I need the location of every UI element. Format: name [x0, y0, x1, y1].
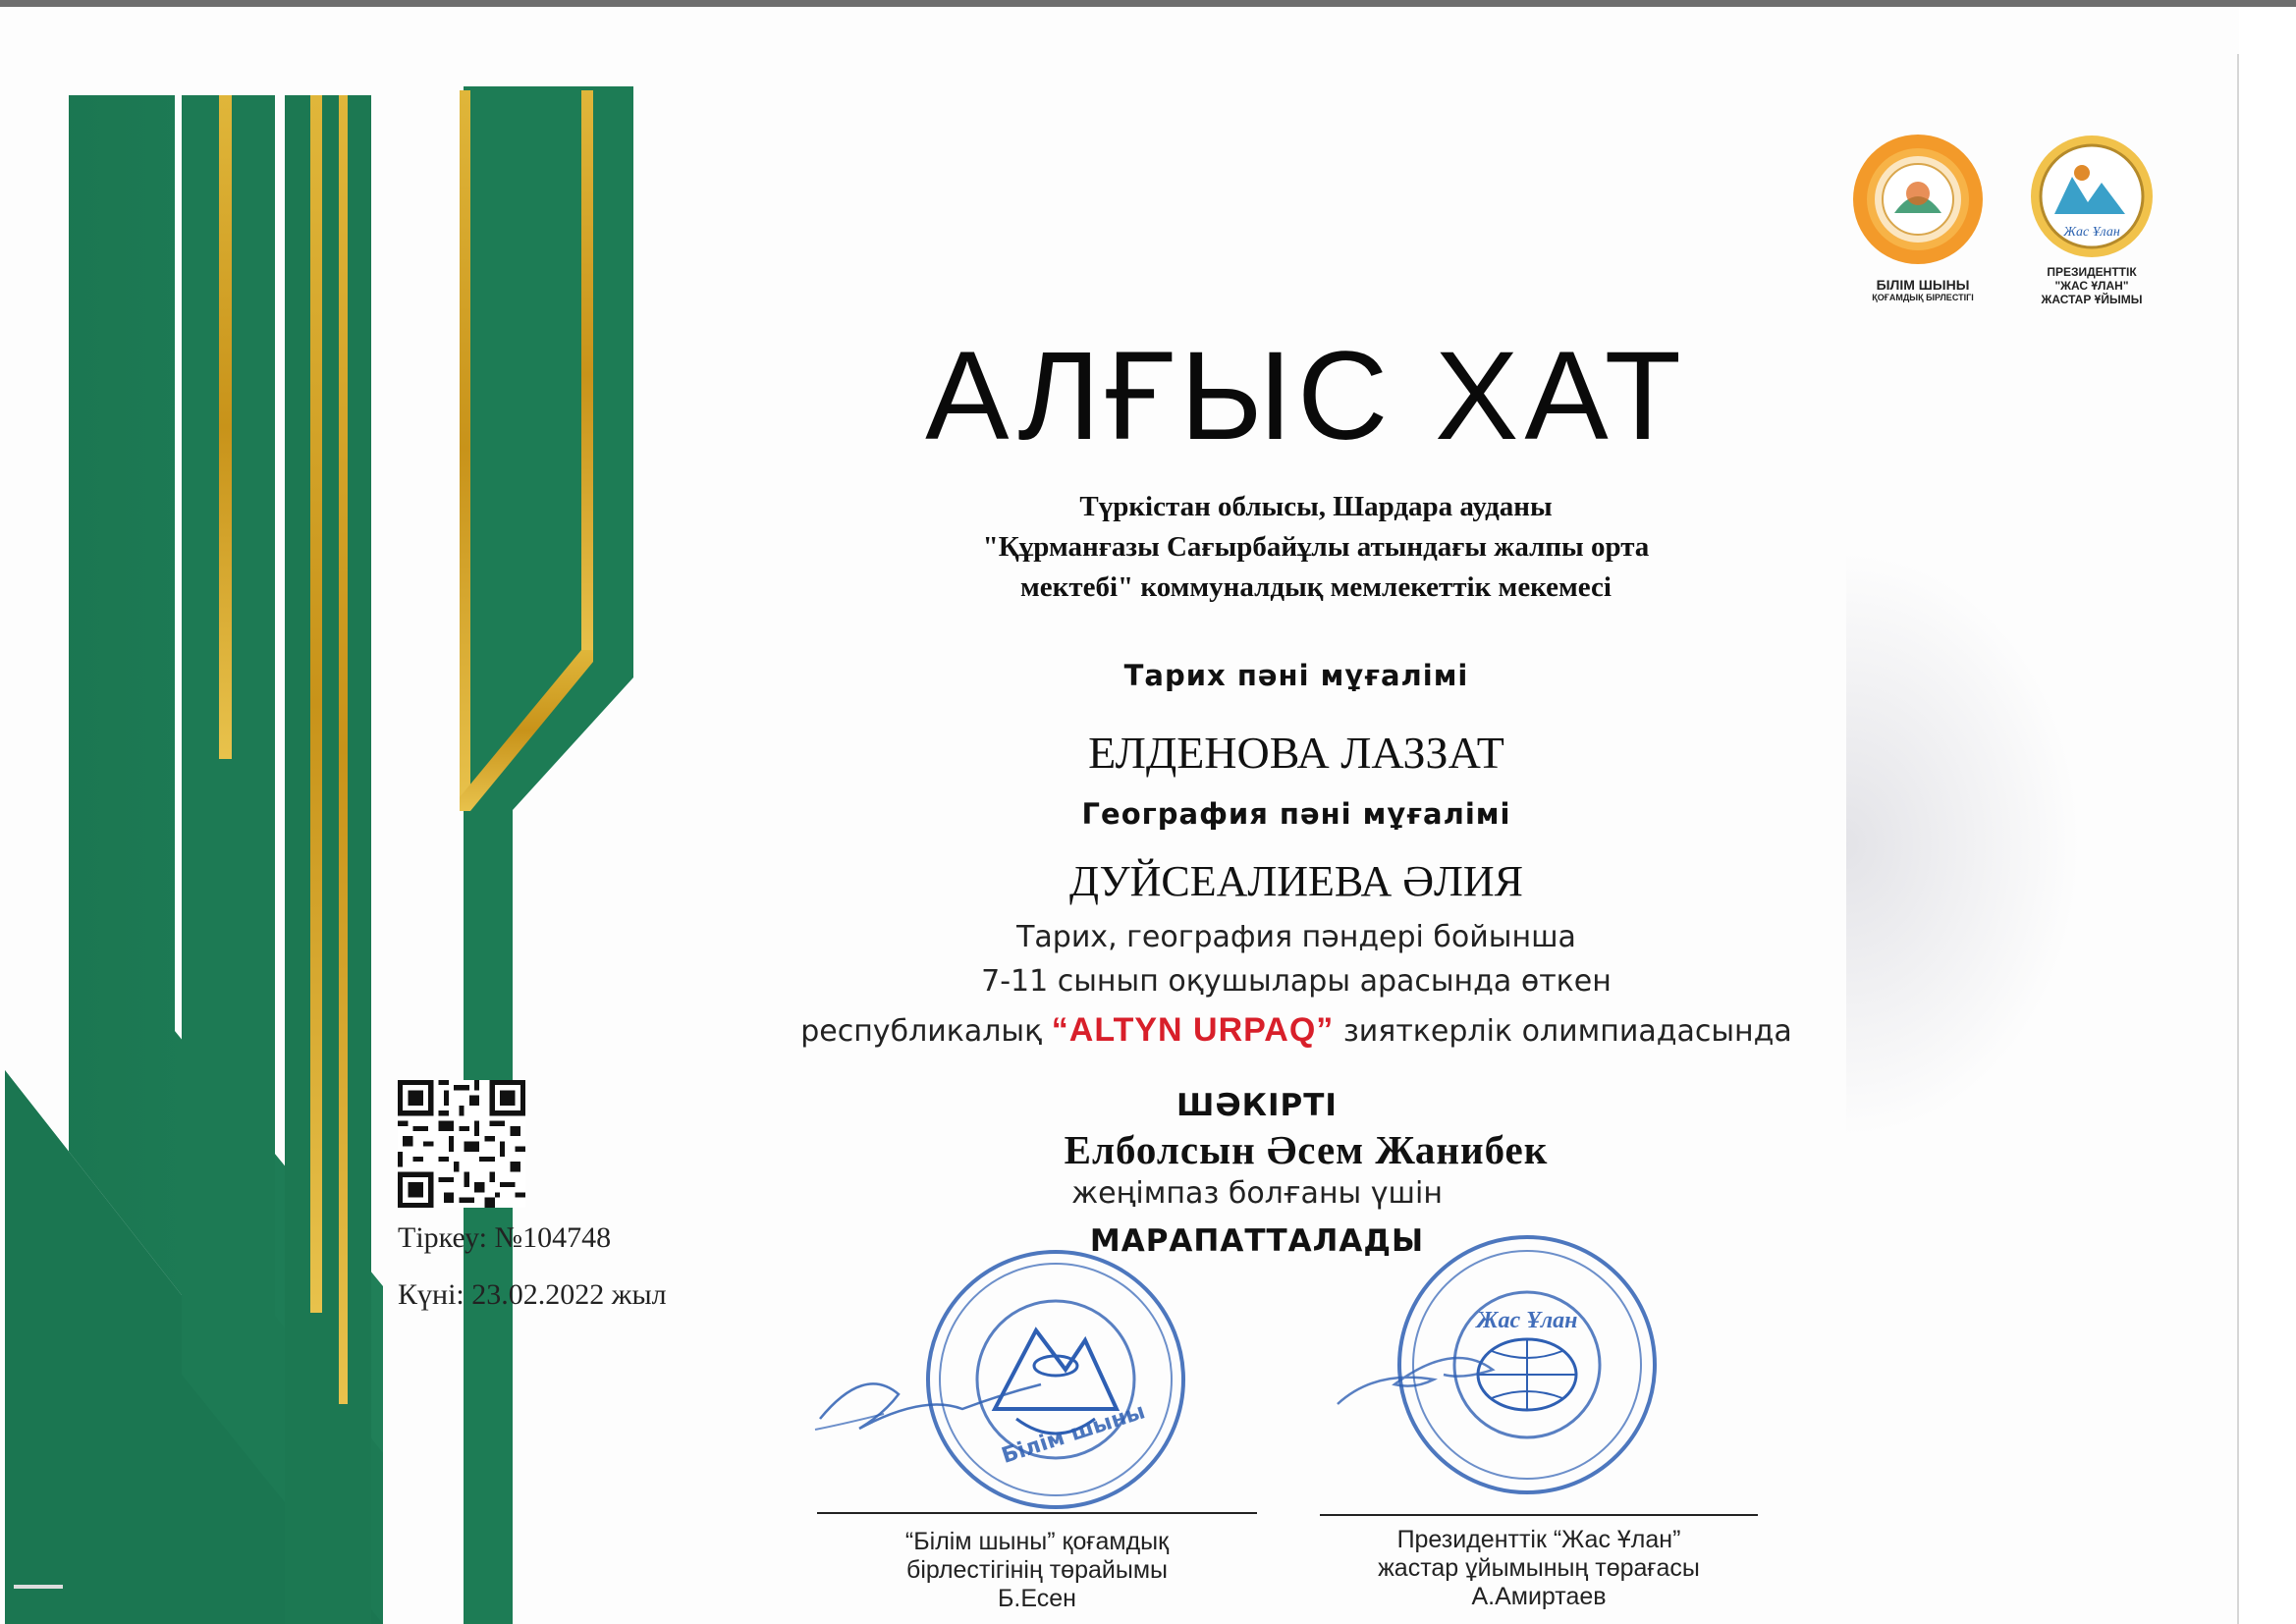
- teacher-role-history: Тарих пәні мұғалімі: [1123, 659, 1469, 692]
- teacher-name-geography: ДУЙСЕАЛИЕВА ӘЛИЯ: [1068, 857, 1524, 905]
- awarded-text: МАРАПАТТАЛАДЫ: [1089, 1223, 1425, 1259]
- signatory-1-line2: бірлестігінің төрайымы: [906, 1556, 1168, 1584]
- date-value: 23.02.2022 жыл: [471, 1278, 667, 1311]
- bilim-shyny-caption: БІЛІМ ШЫНЫ: [1876, 277, 1970, 293]
- issue-date: [398, 1278, 667, 1312]
- zhas-ulan-logo-icon: [2027, 134, 2157, 261]
- zhas-ulan-caption: [2013, 265, 2170, 306]
- zhas-ulan-caption-line2: "ЖАС ҰЛАН": [2054, 279, 2129, 293]
- stamp-2-text: Жас Ұлан: [1476, 1308, 1578, 1333]
- zhas-ulan-caption-line1: ПРЕЗИДЕНТТІК: [2047, 265, 2137, 279]
- signatory-2-line1: Президенттік “Жас Ұлан”: [1396, 1526, 1681, 1553]
- school-line-1: Түркістан облысы, Шардара ауданы: [1079, 491, 1553, 522]
- description-suffix: зияткерлік олимпиадасында: [1334, 1014, 1792, 1049]
- teacher-role-geography: География пәні мұғалімі: [1081, 797, 1511, 831]
- school-line-3: мектебі" коммуналдық мемлекеттік мекемесі: [1020, 571, 1612, 603]
- description-line-1: Тарих, география пәндері бойынша: [1016, 920, 1576, 954]
- stamp-1-text: Білім шыны: [998, 1399, 1149, 1470]
- certificate-title: АЛҒЫС ХАТ: [925, 326, 1687, 466]
- signatory-2-name: А.Амиртаев: [1471, 1583, 1607, 1610]
- bilim-shyny-stamp-icon: [805, 1247, 1198, 1522]
- for-winning-text: жеңімпаз болғаны үшін: [1071, 1176, 1443, 1211]
- signatory-1-line1: “Білім шыны” қоғамдық: [904, 1528, 1170, 1555]
- registration-label: Тіркеу:: [398, 1221, 487, 1254]
- qr-code-icon: [398, 1080, 525, 1208]
- description-prefix: республикалық: [800, 1014, 1052, 1049]
- registration-number: [398, 1221, 611, 1255]
- zhas-ulan-emblem-text: Жас Ұлан: [2063, 225, 2120, 240]
- zhas-ulan-caption-line3: ЖАСТАР ҰЙЫМЫ: [2041, 293, 2143, 306]
- description-line-2: 7-11 сынып оқушылары арасында өткен: [981, 964, 1612, 999]
- signature-line-1: [817, 1512, 1257, 1514]
- teacher-name-history: ЕЛДЕНОВА ЛАЗЗАТ: [1088, 728, 1504, 778]
- school-name: [825, 487, 1807, 608]
- signatory-2-line2: жастар ұйымының төрағасы: [1378, 1554, 1700, 1582]
- school-line-2: "Құрманғазы Сағырбайұлы атындағы жалпы орта: [982, 531, 1650, 563]
- zhas-ulan-stamp-icon: [1326, 1232, 1699, 1517]
- student-label: ШӘКІРТІ: [1176, 1088, 1338, 1123]
- signatory-1-name: Б.Есен: [998, 1585, 1076, 1612]
- registration-value: №104748: [494, 1221, 612, 1254]
- student-name: Елболсын Әсем Жанибек: [1064, 1127, 1549, 1172]
- bilim-shyny-logo-icon: [1851, 126, 1985, 273]
- signatory-1: [817, 1528, 1257, 1613]
- signature-line-2: [1320, 1514, 1758, 1516]
- olympiad-name: “ALTYN URPAQ”: [1051, 1011, 1335, 1049]
- signatory-2: [1320, 1526, 1758, 1611]
- description-line-3: [687, 1011, 1905, 1050]
- date-label: Күні:: [398, 1278, 465, 1311]
- bilim-shyny-subcaption: ҚОҒАМДЫҚ БІРЛЕСТІГІ: [1872, 293, 1974, 302]
